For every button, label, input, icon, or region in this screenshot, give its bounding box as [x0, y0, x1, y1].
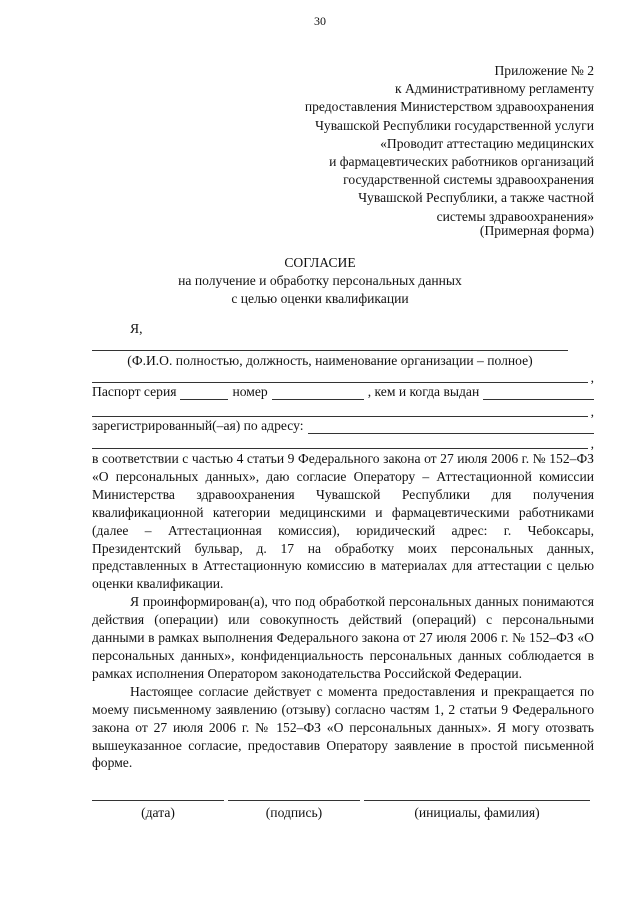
blank-line-rule — [92, 416, 588, 417]
trailing-comma: , — [590, 404, 594, 419]
title-subtitle-line2: с целью оценки квалификации — [231, 291, 409, 306]
signature-caption: (подпись) — [265, 805, 323, 820]
appendix-line: системы здравоохранения» — [436, 208, 594, 224]
fio-field — [92, 336, 594, 369]
consent-paragraph: Я проинформирован(а), что под обработкой персональных данных понимаются действия (операции) или совокупность действий (операций) с персональными данными в рамках выполнения Федерального закона от 27 июля 2006 г. № 152–ФЗ «О персональных данных», конфиденциальность персональных данных соблюдается в рамках исполнения Оператором законодательства Российской Федерации. — [92, 594, 594, 681]
blank-line-rule — [92, 382, 588, 383]
appendix-header — [254, 62, 594, 226]
document-title — [0, 254, 640, 308]
appendix-line: «Проводит аттестацию медицинских — [380, 135, 594, 151]
registration-label: зарегистрированный(–ая) по адресу: — [92, 418, 304, 433]
appendix-line: и фармацевтических работников организаций — [329, 154, 594, 170]
passport-issued-blank — [483, 385, 594, 400]
blank-line — [92, 367, 594, 383]
name-blank — [364, 796, 590, 801]
registration-blank — [308, 419, 595, 434]
page-number: 30 — [314, 14, 326, 28]
passport-series-blank — [180, 385, 228, 400]
greeting-text: Я, — [130, 321, 143, 336]
registration-row — [92, 418, 594, 434]
trailing-comma: , — [590, 436, 594, 451]
passport-number-label: номер — [232, 384, 268, 399]
signature-field — [228, 796, 360, 821]
date-caption: (дата) — [141, 805, 175, 820]
appendix-line: предоставления Министерством здравоохранения — [304, 99, 594, 115]
date-blank — [92, 796, 224, 801]
form-note: (Примерная форма) — [479, 223, 594, 238]
passport-row — [92, 384, 594, 400]
consent-paragraph: Настоящее согласие действует с момента предоставления и прекращается по моему письменному заявлению (отзыву) согласно частям 1, 2 статьи 9 Федерального закона от 27 июля 2006 г. № 152–ФЗ «О персональных данных». Я могу отозвать вышеуказанное согласие, предоставив Оператору заявление в простой письменной форме. — [92, 683, 594, 771]
appendix-line: Приложение № 2 — [494, 63, 594, 78]
title-subtitle-line1: на получение и обработку персональных данных — [178, 273, 462, 288]
name-field — [364, 796, 590, 821]
appendix-line: государственной системы здравоохранения — [343, 172, 594, 188]
date-field — [92, 796, 224, 821]
blank-line — [92, 401, 594, 417]
fio-caption: (Ф.И.О. полностью, должность, наименование организации – полное) — [127, 353, 533, 368]
signature-row — [92, 796, 590, 836]
trailing-comma: , — [590, 370, 594, 385]
fio-blank-line — [92, 336, 568, 351]
title-heading: СОГЛАСИЕ — [284, 255, 356, 270]
appendix-line: Чувашской Республики государственной услуги — [315, 117, 594, 133]
blank-line — [92, 433, 594, 449]
signature-blank — [228, 796, 360, 801]
consent-body — [92, 450, 594, 772]
passport-series-label: Паспорт серия — [92, 384, 177, 399]
appendix-line: Чувашской Республики, а также частной — [358, 190, 594, 206]
appendix-line: к Административному регламенту — [394, 81, 594, 97]
passport-issued-label: , кем и когда выдан — [367, 384, 480, 399]
name-caption: (инициалы, фамилия) — [414, 805, 540, 820]
consent-paragraph: в соответствии с частью 4 статьи 9 Федерального закона от 27 июля 2006 г. № 152–ФЗ «О персональных данных», даю согласие Оператору – Аттестационной комиссии Министерства здравоохранения Чувашской Республики для получения квалификационной категории медицинскими и фармацевтическими работниками (далее – Аттестационная комиссия), юридический адрес: г. Чебоксары, Президентский бульвар, д. 17 на обработку моих персональных данных, представленных в Аттестационную комиссию в материалах для аттестации с целью оценки квалификации. — [92, 451, 594, 592]
blank-line-rule — [92, 448, 588, 449]
passport-number-blank — [272, 385, 364, 400]
